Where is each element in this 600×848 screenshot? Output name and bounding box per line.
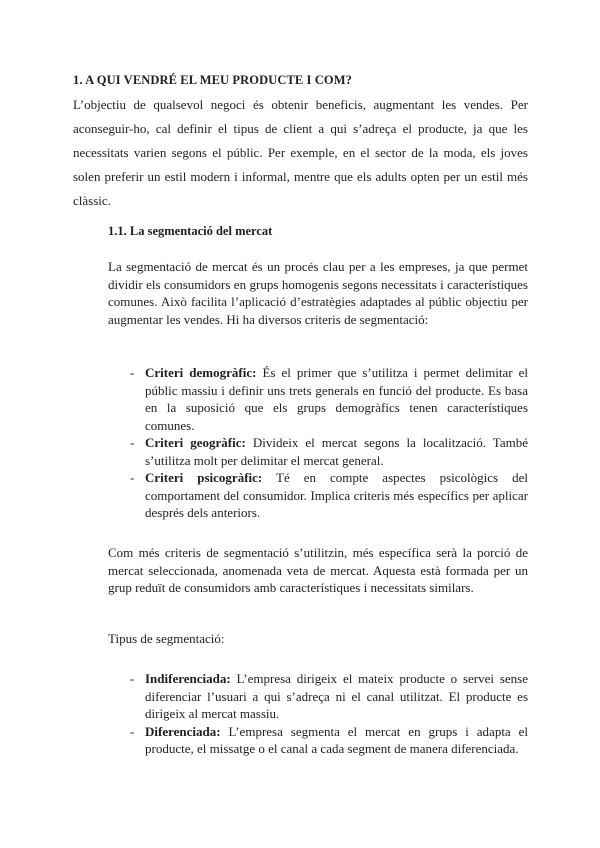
criterion-text: Divideix el mercat segons la localització. També s’utilitza molt per delimitar el mercat general. (145, 435, 528, 468)
type-text: L’empresa dirigeix el mateix producte o servei sense diferenciar l’usuari a qui s’adreça ni el canal utilitzat. El producte es dirigeix al mercat massiu. (145, 671, 528, 721)
criterion-term: Criteri psicogràfic: (145, 470, 263, 485)
type-term: Diferenciada: (145, 723, 221, 739)
section-heading: 1. A QUI VENDRÉ EL MEU PRODUCTE I COM? (73, 73, 352, 87)
dash-bullet: - (130, 365, 135, 380)
list-item (108, 670, 528, 723)
dash-bullet: - (130, 470, 135, 485)
dash-bullet: - (130, 723, 135, 739)
criterion-text: Té en compte aspectes psicològics del comportament del consumidor. Implica criteris més específics per aplicar després dels anteriors. (145, 470, 528, 520)
market-niche-paragraph: Com més criteris de segmentació s’utilitzin, més específica serà la porció de mercat seleccionada, anomenada veta de mercat. Aquesta està formada per un grup reduït de consumidors amb característiques i necessitats similars. (108, 545, 528, 595)
criteria-list (108, 364, 528, 522)
list-item (108, 723, 528, 758)
criterion-term: Criteri geogràfic: (145, 435, 246, 450)
list-item (108, 469, 528, 522)
list-item (108, 364, 528, 434)
dash-bullet: - (130, 435, 135, 450)
segmentation-types-list (108, 670, 528, 758)
section-intro-paragraph: L’objectiu de qualsevol negoci és obtenir beneficis, augmentant les vendes. Per aconseguir-ho, cal definir el tipus de client a qui s’adreça el producte, ja que les necessitats varien segons el públic. Per exemple, en el sector de la moda, els joves solen preferir un estil modern i informal, mentre que els adults opten per un estil més clàssic. (73, 97, 528, 208)
criterion-text: És el primer que s’utilitza i permet delimitar el públic massiu i definir uns trets generals en funció del producte. Es basa en la suposició que els grups demogràfics tenen característiques comunes. (145, 365, 528, 433)
list-item (108, 434, 528, 469)
type-term: Indiferenciada: (145, 671, 231, 686)
segmentation-types-label: Tipus de segmentació: (108, 631, 225, 646)
criterion-term: Criteri demogràfic: (145, 365, 257, 380)
type-text: L’empresa segmenta el mercat en grups i adapta el producte, el missatge o el canal a cada segment de manera diferenciada. (145, 723, 528, 756)
dash-bullet: - (130, 671, 135, 686)
subsection-heading: 1.1. La segmentació del mercat (108, 224, 273, 238)
segmentation-intro-paragraph: La segmentació de mercat és un procés clau per a les empreses, ja que permet dividir els consumidors en grups homogenis segons necessitats i característiques comunes. Això facilita l’aplicació d’estratègies adaptades al públic objectiu per augmentar les vendes. Hi ha diversos criteris de segmentació: (108, 259, 528, 327)
